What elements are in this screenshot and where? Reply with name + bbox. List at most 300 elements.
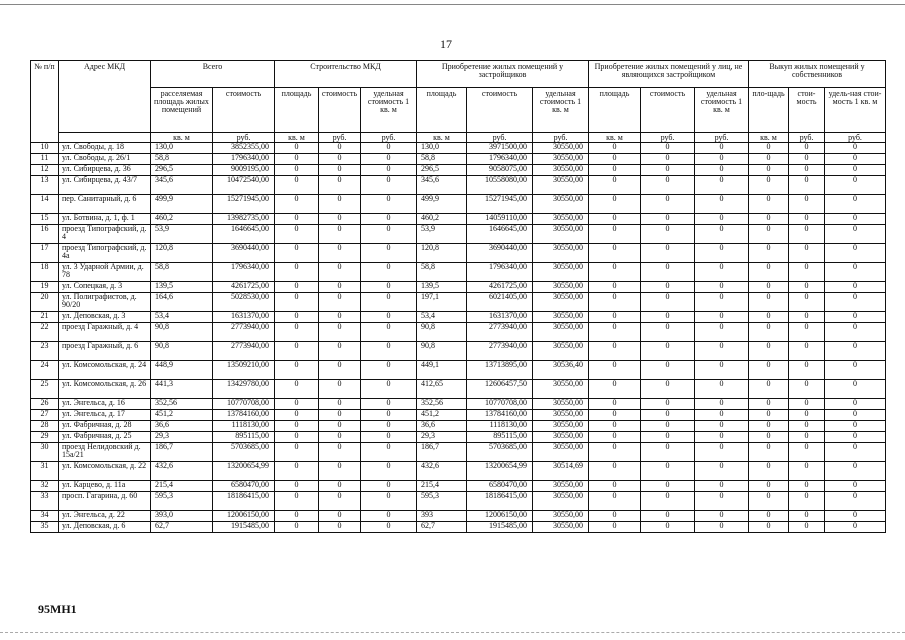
row-number: 30 [31,443,59,462]
value-cell: 0 [319,462,361,481]
value-cell: 0 [361,462,417,481]
row-number: 28 [31,421,59,432]
value-cell: 90,8 [151,342,213,361]
value-cell: 90,8 [417,342,467,361]
value-cell: 0 [361,399,417,410]
value-cell: 6580470,00 [467,481,533,492]
value-cell: 30550,00 [533,511,589,522]
unit-cell: руб. [361,133,417,143]
value-cell: 197,1 [417,293,467,312]
value-cell: 0 [641,481,695,492]
row-address: ул. Комсомольская, д. 22 [59,462,151,481]
row-address: ул. Полиграфистов, д. 90/20 [59,293,151,312]
table-row [31,380,886,399]
value-cell: 0 [825,522,886,533]
value-cell: 1796340,00 [467,263,533,282]
value-cell: 30550,00 [533,421,589,432]
value-cell: 0 [789,154,825,165]
value-cell: 0 [641,165,695,176]
table-row [31,361,886,380]
value-cell: 0 [749,481,789,492]
table-row [31,143,886,154]
value-cell: 13509210,00 [213,361,275,380]
value-cell: 0 [789,282,825,293]
value-cell: 0 [825,312,886,323]
value-cell: 0 [275,481,319,492]
table-row [31,492,886,511]
unit-cell: кв. м [151,133,213,143]
value-cell: 0 [361,481,417,492]
value-cell: 0 [589,293,641,312]
bottom-border-line [0,632,905,633]
value-cell: 30550,00 [533,282,589,293]
value-cell: 0 [695,225,749,244]
value-cell: 0 [695,443,749,462]
value-cell: 0 [789,323,825,342]
row-address: проезд Нелидовский д. 15а/21 [59,443,151,462]
value-cell: 13200654,99 [467,462,533,481]
value-cell: 0 [361,323,417,342]
value-cell: 0 [361,380,417,399]
value-cell: 0 [749,361,789,380]
value-cell: 0 [825,511,886,522]
value-cell: 0 [695,143,749,154]
value-cell: 0 [589,282,641,293]
value-cell: 0 [825,263,886,282]
value-cell: 0 [275,165,319,176]
row-number: 24 [31,361,59,380]
value-cell: 0 [749,432,789,443]
value-cell: 0 [361,511,417,522]
row-number: 16 [31,225,59,244]
value-cell: 0 [695,492,749,511]
value-cell: 0 [695,165,749,176]
value-cell: 0 [641,293,695,312]
value-cell: 0 [361,361,417,380]
value-cell: 0 [749,225,789,244]
value-cell: 0 [361,432,417,443]
value-cell: 0 [275,195,319,214]
value-cell: 0 [319,323,361,342]
value-cell: 13982735,00 [213,214,275,225]
value-cell: 0 [361,244,417,263]
value-cell: 460,2 [151,214,213,225]
row-address: ул. Деповская, д. 3 [59,312,151,323]
value-cell: 9009195,00 [213,165,275,176]
value-cell: 0 [825,282,886,293]
value-cell: 0 [275,323,319,342]
table-row [31,342,886,361]
unit-cell: кв. м [749,133,789,143]
row-number: 33 [31,492,59,511]
value-cell: 0 [319,361,361,380]
value-cell: 1118130,00 [213,421,275,432]
resettlement-table [30,60,886,533]
value-cell: 10770708,00 [213,399,275,410]
value-cell: 0 [789,143,825,154]
value-cell: 0 [695,176,749,195]
value-cell: 0 [589,263,641,282]
value-cell: 9058075,00 [467,165,533,176]
value-cell: 15271945,00 [213,195,275,214]
value-cell: 0 [695,244,749,263]
value-cell: 215,4 [151,481,213,492]
value-cell: 0 [749,165,789,176]
table-row [31,312,886,323]
value-cell: 441,3 [151,380,213,399]
value-cell: 0 [789,165,825,176]
table-row [31,481,886,492]
value-cell: 30550,00 [533,244,589,263]
unit-cell: руб. [825,133,886,143]
value-cell: 0 [589,195,641,214]
row-number: 13 [31,176,59,195]
header-address: Адрес МКД [59,61,151,133]
value-cell: 0 [825,143,886,154]
header-no: № п/п [31,61,59,143]
unit-cell: руб. [467,133,533,143]
value-cell: 4261725,00 [467,282,533,293]
header-row-units [31,133,886,143]
value-cell: 0 [789,176,825,195]
value-cell: 6021405,00 [467,293,533,312]
value-cell: 0 [641,443,695,462]
table-row [31,511,886,522]
value-cell: 0 [275,282,319,293]
table-row [31,323,886,342]
value-cell: 0 [275,342,319,361]
row-number: 26 [31,399,59,410]
subheader-cell: стои-мость [789,88,825,133]
value-cell: 0 [789,342,825,361]
row-number: 27 [31,410,59,421]
row-number: 10 [31,143,59,154]
value-cell: 0 [641,399,695,410]
table-row [31,165,886,176]
value-cell: 0 [695,462,749,481]
value-cell: 0 [361,492,417,511]
value-cell: 0 [749,214,789,225]
value-cell: 0 [695,312,749,323]
table-row [31,443,886,462]
value-cell: 0 [825,293,886,312]
header-acquisition-developers: Приобретение жилых помещений у застройщиков [417,61,589,88]
header-total: Всего [151,61,275,88]
value-cell: 0 [789,432,825,443]
value-cell: 0 [749,399,789,410]
value-cell: 1796340,00 [213,263,275,282]
value-cell: 0 [695,263,749,282]
value-cell: 62,7 [417,522,467,533]
value-cell: 0 [749,511,789,522]
value-cell: 0 [275,410,319,421]
value-cell: 595,3 [417,492,467,511]
value-cell: 296,5 [151,165,213,176]
value-cell: 0 [589,312,641,323]
value-cell: 30550,00 [533,481,589,492]
value-cell: 120,8 [417,244,467,263]
value-cell: 0 [589,361,641,380]
value-cell: 0 [789,421,825,432]
value-cell: 0 [695,342,749,361]
value-cell: 0 [275,361,319,380]
row-number: 29 [31,432,59,443]
value-cell: 0 [275,225,319,244]
value-cell: 0 [641,522,695,533]
row-address: проезд Типографский, д. 4 [59,225,151,244]
row-number: 15 [31,214,59,225]
table-row [31,176,886,195]
row-address: ул. Деповская, д. 6 [59,522,151,533]
value-cell: 0 [319,342,361,361]
value-cell: 448,9 [151,361,213,380]
header-acquisition-other: Приобретение жилых помещений у лиц, не являющихся застройщиком [589,61,749,88]
value-cell: 13713895,00 [467,361,533,380]
value-cell: 0 [641,244,695,263]
table-body [31,143,886,533]
row-address: проезд Гаражный, д. 6 [59,342,151,361]
value-cell: 0 [275,244,319,263]
value-cell: 0 [749,195,789,214]
value-cell: 29,3 [417,432,467,443]
value-cell: 0 [641,361,695,380]
row-address: ул. Сибирцева, д. 43/7 [59,176,151,195]
value-cell: 53,9 [151,225,213,244]
value-cell: 3690440,00 [213,244,275,263]
value-cell: 499,9 [151,195,213,214]
value-cell: 130,0 [417,143,467,154]
value-cell: 0 [825,244,886,263]
page-number: 17 [440,37,452,51]
row-address: ул. Фабричная, д. 28 [59,421,151,432]
value-cell: 0 [361,421,417,432]
value-cell: 0 [789,263,825,282]
value-cell: 0 [275,154,319,165]
value-cell: 0 [749,293,789,312]
row-number: 31 [31,462,59,481]
value-cell: 30550,00 [533,399,589,410]
value-cell: 0 [589,380,641,399]
row-number: 22 [31,323,59,342]
value-cell: 296,5 [417,165,467,176]
value-cell: 0 [319,282,361,293]
row-address: ул. Свободы, д. 26/1 [59,154,151,165]
row-address: пер. Санитарный, д. 6 [59,195,151,214]
value-cell: 0 [275,421,319,432]
value-cell: 0 [589,399,641,410]
row-address: ул. 3 Ударной Армии, д. 78 [59,263,151,282]
value-cell: 0 [749,154,789,165]
row-address: ул. Сопецкая, д. 3 [59,282,151,293]
value-cell: 345,6 [417,176,467,195]
header-row-subcolumns [31,88,886,133]
table-row [31,432,886,443]
subheader-cell: площадь [589,88,641,133]
row-number: 25 [31,380,59,399]
value-cell: 0 [641,410,695,421]
value-cell: 2773940,00 [467,342,533,361]
value-cell: 0 [825,492,886,511]
value-cell: 0 [361,342,417,361]
subheader-cell: расселяемая площадь жилых помещений [151,88,213,133]
subheader-cell: удель-ная стои-мость 1 кв. м [825,88,886,133]
value-cell: 499,9 [417,195,467,214]
value-cell: 90,8 [151,323,213,342]
value-cell: 139,5 [417,282,467,293]
value-cell: 30550,00 [533,492,589,511]
value-cell: 0 [695,323,749,342]
row-address: ул. Свободы, д. 18 [59,143,151,154]
value-cell: 13784160,00 [467,410,533,421]
value-cell: 0 [695,380,749,399]
value-cell: 0 [319,143,361,154]
value-cell: 5028530,00 [213,293,275,312]
value-cell: 449,1 [417,361,467,380]
value-cell: 0 [641,323,695,342]
value-cell: 12006150,00 [213,511,275,522]
value-cell: 0 [589,225,641,244]
value-cell: 0 [319,195,361,214]
table-row [31,154,886,165]
value-cell: 0 [275,522,319,533]
value-cell: 0 [789,522,825,533]
value-cell: 0 [319,410,361,421]
value-cell: 0 [319,165,361,176]
row-address: ул. Карцево, д. 11а [59,481,151,492]
table-row [31,399,886,410]
value-cell: 0 [275,214,319,225]
value-cell: 30550,00 [533,195,589,214]
value-cell: 0 [275,432,319,443]
value-cell: 4261725,00 [213,282,275,293]
value-cell: 0 [825,432,886,443]
value-cell: 12006150,00 [467,511,533,522]
value-cell: 0 [641,143,695,154]
value-cell: 432,6 [417,462,467,481]
value-cell: 0 [641,214,695,225]
table-row [31,214,886,225]
value-cell: 0 [825,421,886,432]
value-cell: 0 [589,176,641,195]
value-cell: 0 [319,380,361,399]
table-row [31,282,886,293]
row-number: 11 [31,154,59,165]
value-cell: 30550,00 [533,410,589,421]
value-cell: 30550,00 [533,522,589,533]
value-cell: 0 [319,399,361,410]
value-cell: 0 [275,511,319,522]
value-cell: 0 [695,511,749,522]
value-cell: 30550,00 [533,176,589,195]
value-cell: 0 [789,380,825,399]
value-cell: 451,2 [151,410,213,421]
subheader-cell: удельная стоимость 1 кв. м [361,88,417,133]
value-cell: 0 [789,361,825,380]
value-cell: 0 [749,176,789,195]
subheader-cell: стоимость [213,88,275,133]
value-cell: 0 [825,342,886,361]
row-address: просп. Гагарина, д. 60 [59,492,151,511]
value-cell: 0 [641,312,695,323]
value-cell: 30550,00 [533,225,589,244]
value-cell: 0 [319,293,361,312]
value-cell: 0 [319,312,361,323]
value-cell: 0 [825,361,886,380]
value-cell: 2773940,00 [213,323,275,342]
value-cell: 0 [695,432,749,443]
value-cell: 0 [789,195,825,214]
value-cell: 0 [589,462,641,481]
row-number: 12 [31,165,59,176]
value-cell: 0 [275,143,319,154]
value-cell: 0 [361,293,417,312]
value-cell: 0 [789,214,825,225]
row-number: 23 [31,342,59,361]
value-cell: 0 [749,522,789,533]
row-number: 34 [31,511,59,522]
value-cell: 0 [641,154,695,165]
value-cell: 0 [319,492,361,511]
subheader-cell: удельная стоимость 1 кв. м [533,88,589,133]
value-cell: 0 [695,195,749,214]
value-cell: 10558080,00 [467,176,533,195]
value-cell: 352,56 [417,399,467,410]
value-cell: 393 [417,511,467,522]
value-cell: 0 [641,492,695,511]
row-address: ул. Фабричная, д. 25 [59,432,151,443]
value-cell: 0 [789,293,825,312]
value-cell: 1646645,00 [213,225,275,244]
value-cell: 0 [695,399,749,410]
value-cell: 10770708,00 [467,399,533,410]
value-cell: 0 [789,492,825,511]
value-cell: 0 [361,165,417,176]
value-cell: 0 [319,522,361,533]
value-cell: 0 [275,399,319,410]
value-cell: 0 [695,293,749,312]
subheader-cell: стоимость [641,88,695,133]
value-cell: 0 [361,443,417,462]
value-cell: 0 [749,462,789,481]
unit-cell: руб. [533,133,589,143]
value-cell: 0 [749,244,789,263]
row-address: проезд Гаражный, д. 4 [59,323,151,342]
subheader-cell: пло-щадь [749,88,789,133]
value-cell: 3690440,00 [467,244,533,263]
value-cell: 120,8 [151,244,213,263]
value-cell: 30550,00 [533,443,589,462]
value-cell: 13200654,99 [213,462,275,481]
value-cell: 90,8 [417,323,467,342]
value-cell: 0 [361,263,417,282]
row-number: 14 [31,195,59,214]
value-cell: 0 [275,293,319,312]
row-number: 17 [31,244,59,263]
value-cell: 0 [361,154,417,165]
value-cell: 0 [749,143,789,154]
row-number: 20 [31,293,59,312]
row-address: ул. Энгельса, д. 17 [59,410,151,421]
value-cell: 1631370,00 [213,312,275,323]
value-cell: 0 [749,380,789,399]
value-cell: 0 [749,282,789,293]
value-cell: 0 [589,421,641,432]
value-cell: 0 [589,214,641,225]
value-cell: 130,0 [151,143,213,154]
value-cell: 0 [319,154,361,165]
value-cell: 0 [749,342,789,361]
value-cell: 30514,69 [533,462,589,481]
